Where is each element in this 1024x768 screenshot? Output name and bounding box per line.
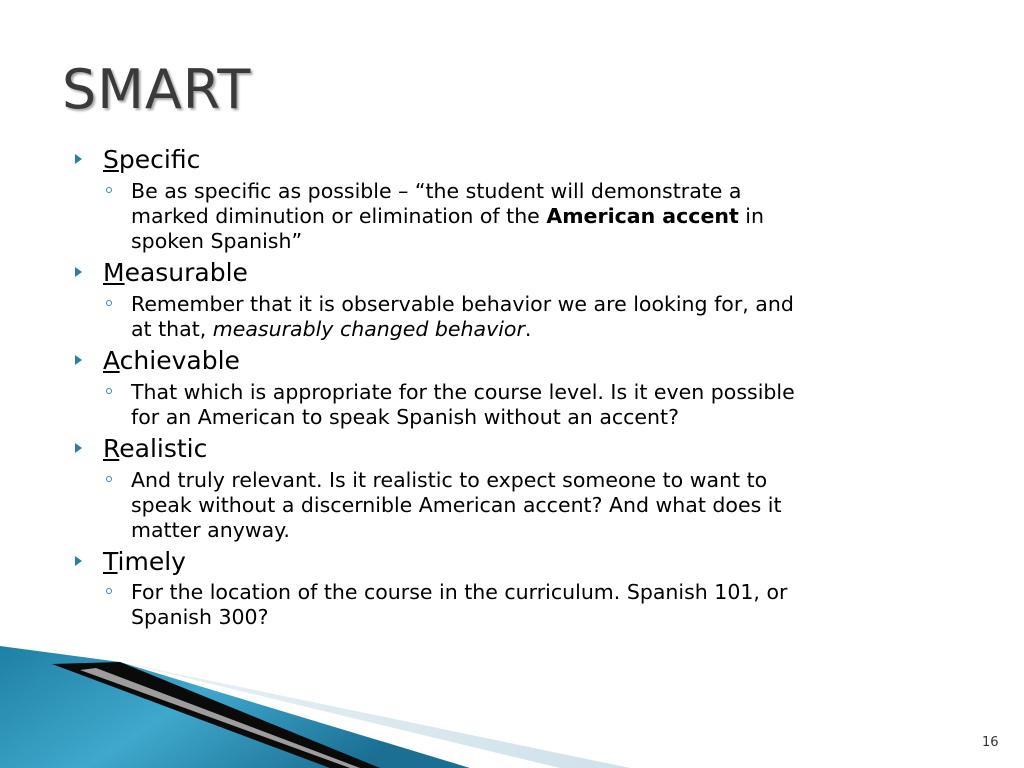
text-line: That which is appropriate for the course level. Is it even possible xyxy=(131,380,795,404)
bullet-specific xyxy=(103,145,200,175)
page-number: 16 xyxy=(982,735,999,750)
text-line: matter anyway. xyxy=(131,518,290,542)
bullet-letter: R xyxy=(103,434,120,463)
bullet-arrow-icon xyxy=(75,267,82,277)
bullet-arrow-icon xyxy=(75,154,82,164)
sub-bullet-ring-icon xyxy=(106,588,112,594)
bullet-achievable xyxy=(103,346,240,376)
text-line xyxy=(131,204,951,229)
emphasis-bold: American accent xyxy=(546,204,739,228)
sub-bullet-ring-icon xyxy=(106,187,112,193)
bullet-timely xyxy=(103,547,186,577)
bullet-letter: T xyxy=(103,547,118,576)
bullet-rest: ealistic xyxy=(119,434,208,463)
text-run: at that, xyxy=(131,317,213,341)
sub-bullet-ring-icon xyxy=(106,300,112,306)
text-run: in xyxy=(738,204,764,228)
slide-title: SMART xyxy=(62,58,252,121)
sub-bullet-realistic xyxy=(131,468,951,543)
sub-bullet-ring-icon xyxy=(106,476,112,482)
sub-bullet-measurable xyxy=(131,292,951,342)
bullet-realistic xyxy=(103,434,207,464)
sub-bullet-achievable xyxy=(131,380,951,430)
text-run: marked diminution or elimination of the xyxy=(131,204,547,228)
bullet-arrow-icon xyxy=(75,355,82,365)
bullet-measurable xyxy=(103,258,248,288)
bullet-arrow-icon xyxy=(75,556,82,566)
text-line: for an American to speak Spanish without an accent? xyxy=(131,405,679,429)
text-line: spoken Spanish” xyxy=(131,229,303,253)
bullet-arrow-icon xyxy=(75,443,82,453)
sub-bullet-ring-icon xyxy=(106,388,112,394)
text-line: Be as specific as possible – “the student will demonstrate a xyxy=(131,179,742,203)
text-run: . xyxy=(524,317,532,341)
bullet-letter: M xyxy=(103,258,125,287)
text-line: speak without a discernible American accent? And what does it xyxy=(131,493,782,517)
text-line: For the location of the course in the curriculum. Spanish 101, or xyxy=(131,580,788,604)
bullet-letter: S xyxy=(103,145,119,174)
decorative-swoosh xyxy=(0,600,1024,768)
sub-bullet-specific xyxy=(131,179,951,254)
text-line: Remember that it is observable behavior we are looking for, and xyxy=(131,292,794,316)
bullet-rest: pecific xyxy=(118,145,201,174)
emphasis-italic: measurably changed behavior xyxy=(212,317,525,341)
bullet-rest: chievable xyxy=(119,346,240,375)
bullet-letter: A xyxy=(103,346,120,375)
text-line: Spanish 300? xyxy=(131,605,269,629)
text-line xyxy=(131,317,951,342)
bullet-rest: imely xyxy=(117,547,186,576)
text-line: And truly relevant. Is it realistic to expect someone to want to xyxy=(131,468,768,492)
bullet-rest: easurable xyxy=(124,258,248,287)
